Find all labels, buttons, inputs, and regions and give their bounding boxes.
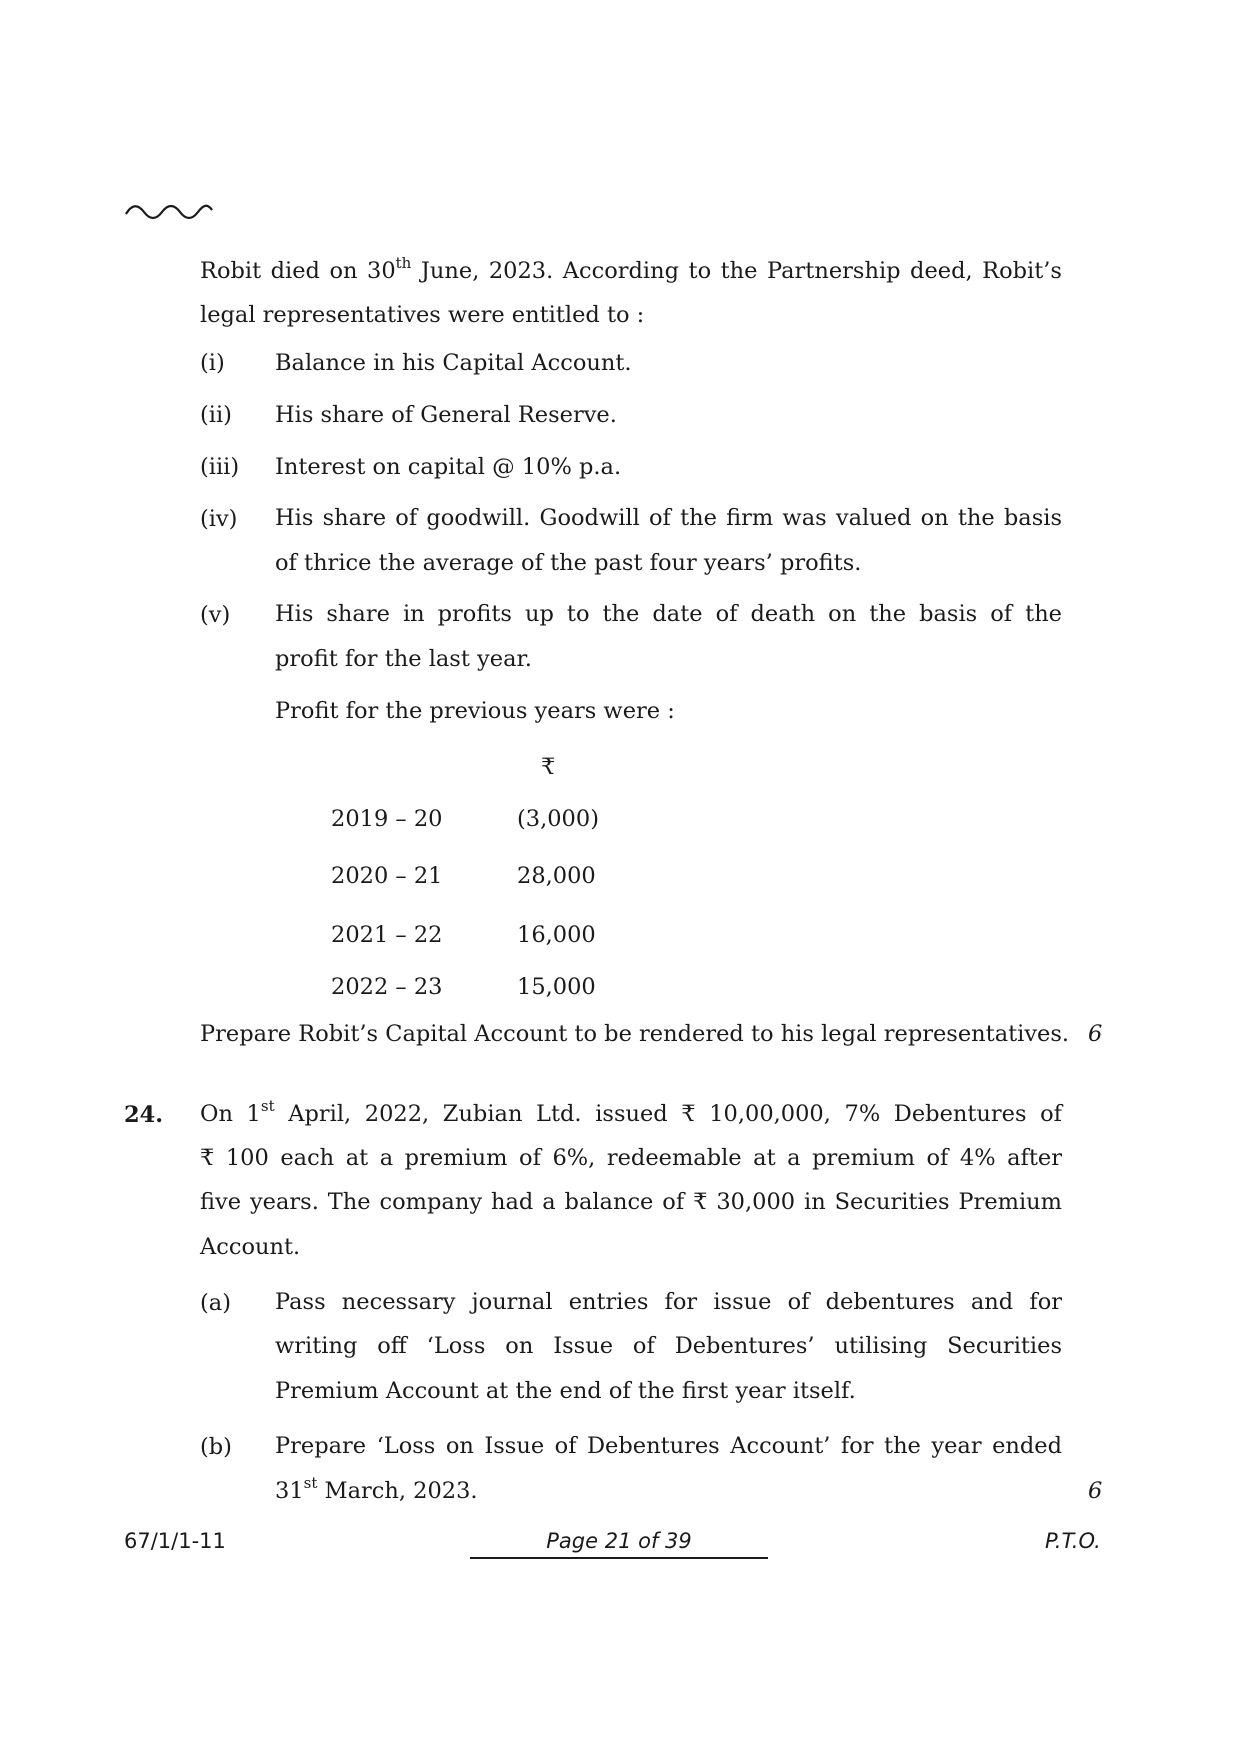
item-label-i: (i)	[200, 350, 225, 376]
item-label-ii: (ii)	[200, 402, 232, 428]
q24-line-3: five years. The company had a balance of ₹ 30,000 in Securities Premium	[200, 1189, 1062, 1215]
question-number: 24.	[124, 1102, 164, 1128]
q24-line-1: On 1st April, 2022, Zubian Ltd. issued ₹ 10,00,000, 7% Debentures of	[200, 1096, 1063, 1127]
profit-amount: 28,000	[517, 863, 596, 889]
item-text-iv-line-1: His share of goodwill. Goodwill of the firm was valued on the basis	[275, 505, 1062, 531]
q23-instruction: Prepare Robit’s Capital Account to be rendered to his legal representatives.	[200, 1021, 1070, 1047]
intro-line-2: legal representatives were entitled to :	[200, 302, 645, 328]
part-a-line-3: Premium Account at the end of the first year itself.	[275, 1378, 856, 1404]
currency-header: ₹	[541, 754, 556, 780]
part-a-line-1: Pass necessary journal entries for issue of debentures and for	[275, 1289, 1062, 1315]
profit-amount: 15,000	[517, 974, 596, 1000]
part-b-line-2: 31st March, 2023.	[275, 1473, 478, 1504]
item-label-iii: (iii)	[200, 454, 240, 480]
item-label-iv: (iv)	[200, 506, 238, 532]
part-b-line-1: Prepare ‘Loss on Issue of Debentures Account’ for the year ended	[275, 1433, 1062, 1459]
q24-line-2: ₹ 100 each at a premium of 6%, redeemable at a premium of 4% after	[200, 1145, 1062, 1171]
profit-year: 2019 – 20	[331, 806, 443, 832]
item-text-iii: Interest on capital @ 10% p.a.	[275, 454, 622, 480]
part-b-label: (b)	[200, 1434, 232, 1460]
wavy-line-icon	[124, 200, 214, 222]
profit-amount: (3,000)	[517, 806, 599, 832]
profit-year: 2020 – 21	[331, 863, 443, 889]
page-number-underline	[470, 1557, 768, 1559]
paper-code: 67/1/1-11	[124, 1529, 226, 1553]
q24-line-4: Account.	[200, 1234, 301, 1260]
q23-marks: 6	[1088, 1021, 1103, 1047]
part-a-label: (a)	[200, 1290, 231, 1316]
item-label-v: (v)	[200, 602, 231, 628]
part-a-line-2: writing off ‘Loss on Issue of Debentures’ utilising Securities	[275, 1333, 1062, 1359]
profit-year: 2021 – 22	[331, 922, 443, 948]
page-number: Page 21 of 39	[546, 1529, 692, 1553]
profit-year: 2022 – 23	[331, 974, 443, 1000]
intro-line-1: Robit died on 30th June, 2023. According to the Partnership deed, Robit’s	[200, 253, 1062, 284]
profit-amount: 16,000	[517, 922, 596, 948]
item-text-v-line-1: His share in profits up to the date of death on the basis of the	[275, 601, 1062, 627]
profits-heading: Profit for the previous years were :	[275, 698, 675, 724]
item-text-ii: His share of General Reserve.	[275, 402, 617, 428]
q24-marks: 6	[1088, 1478, 1103, 1504]
item-text-iv-line-2: of thrice the average of the past four years’ profits.	[275, 550, 862, 576]
item-text-v-line-2: profit for the last year.	[275, 646, 532, 672]
item-text-i: Balance in his Capital Account.	[275, 350, 632, 376]
pto-label: P.T.O.	[1045, 1529, 1101, 1553]
